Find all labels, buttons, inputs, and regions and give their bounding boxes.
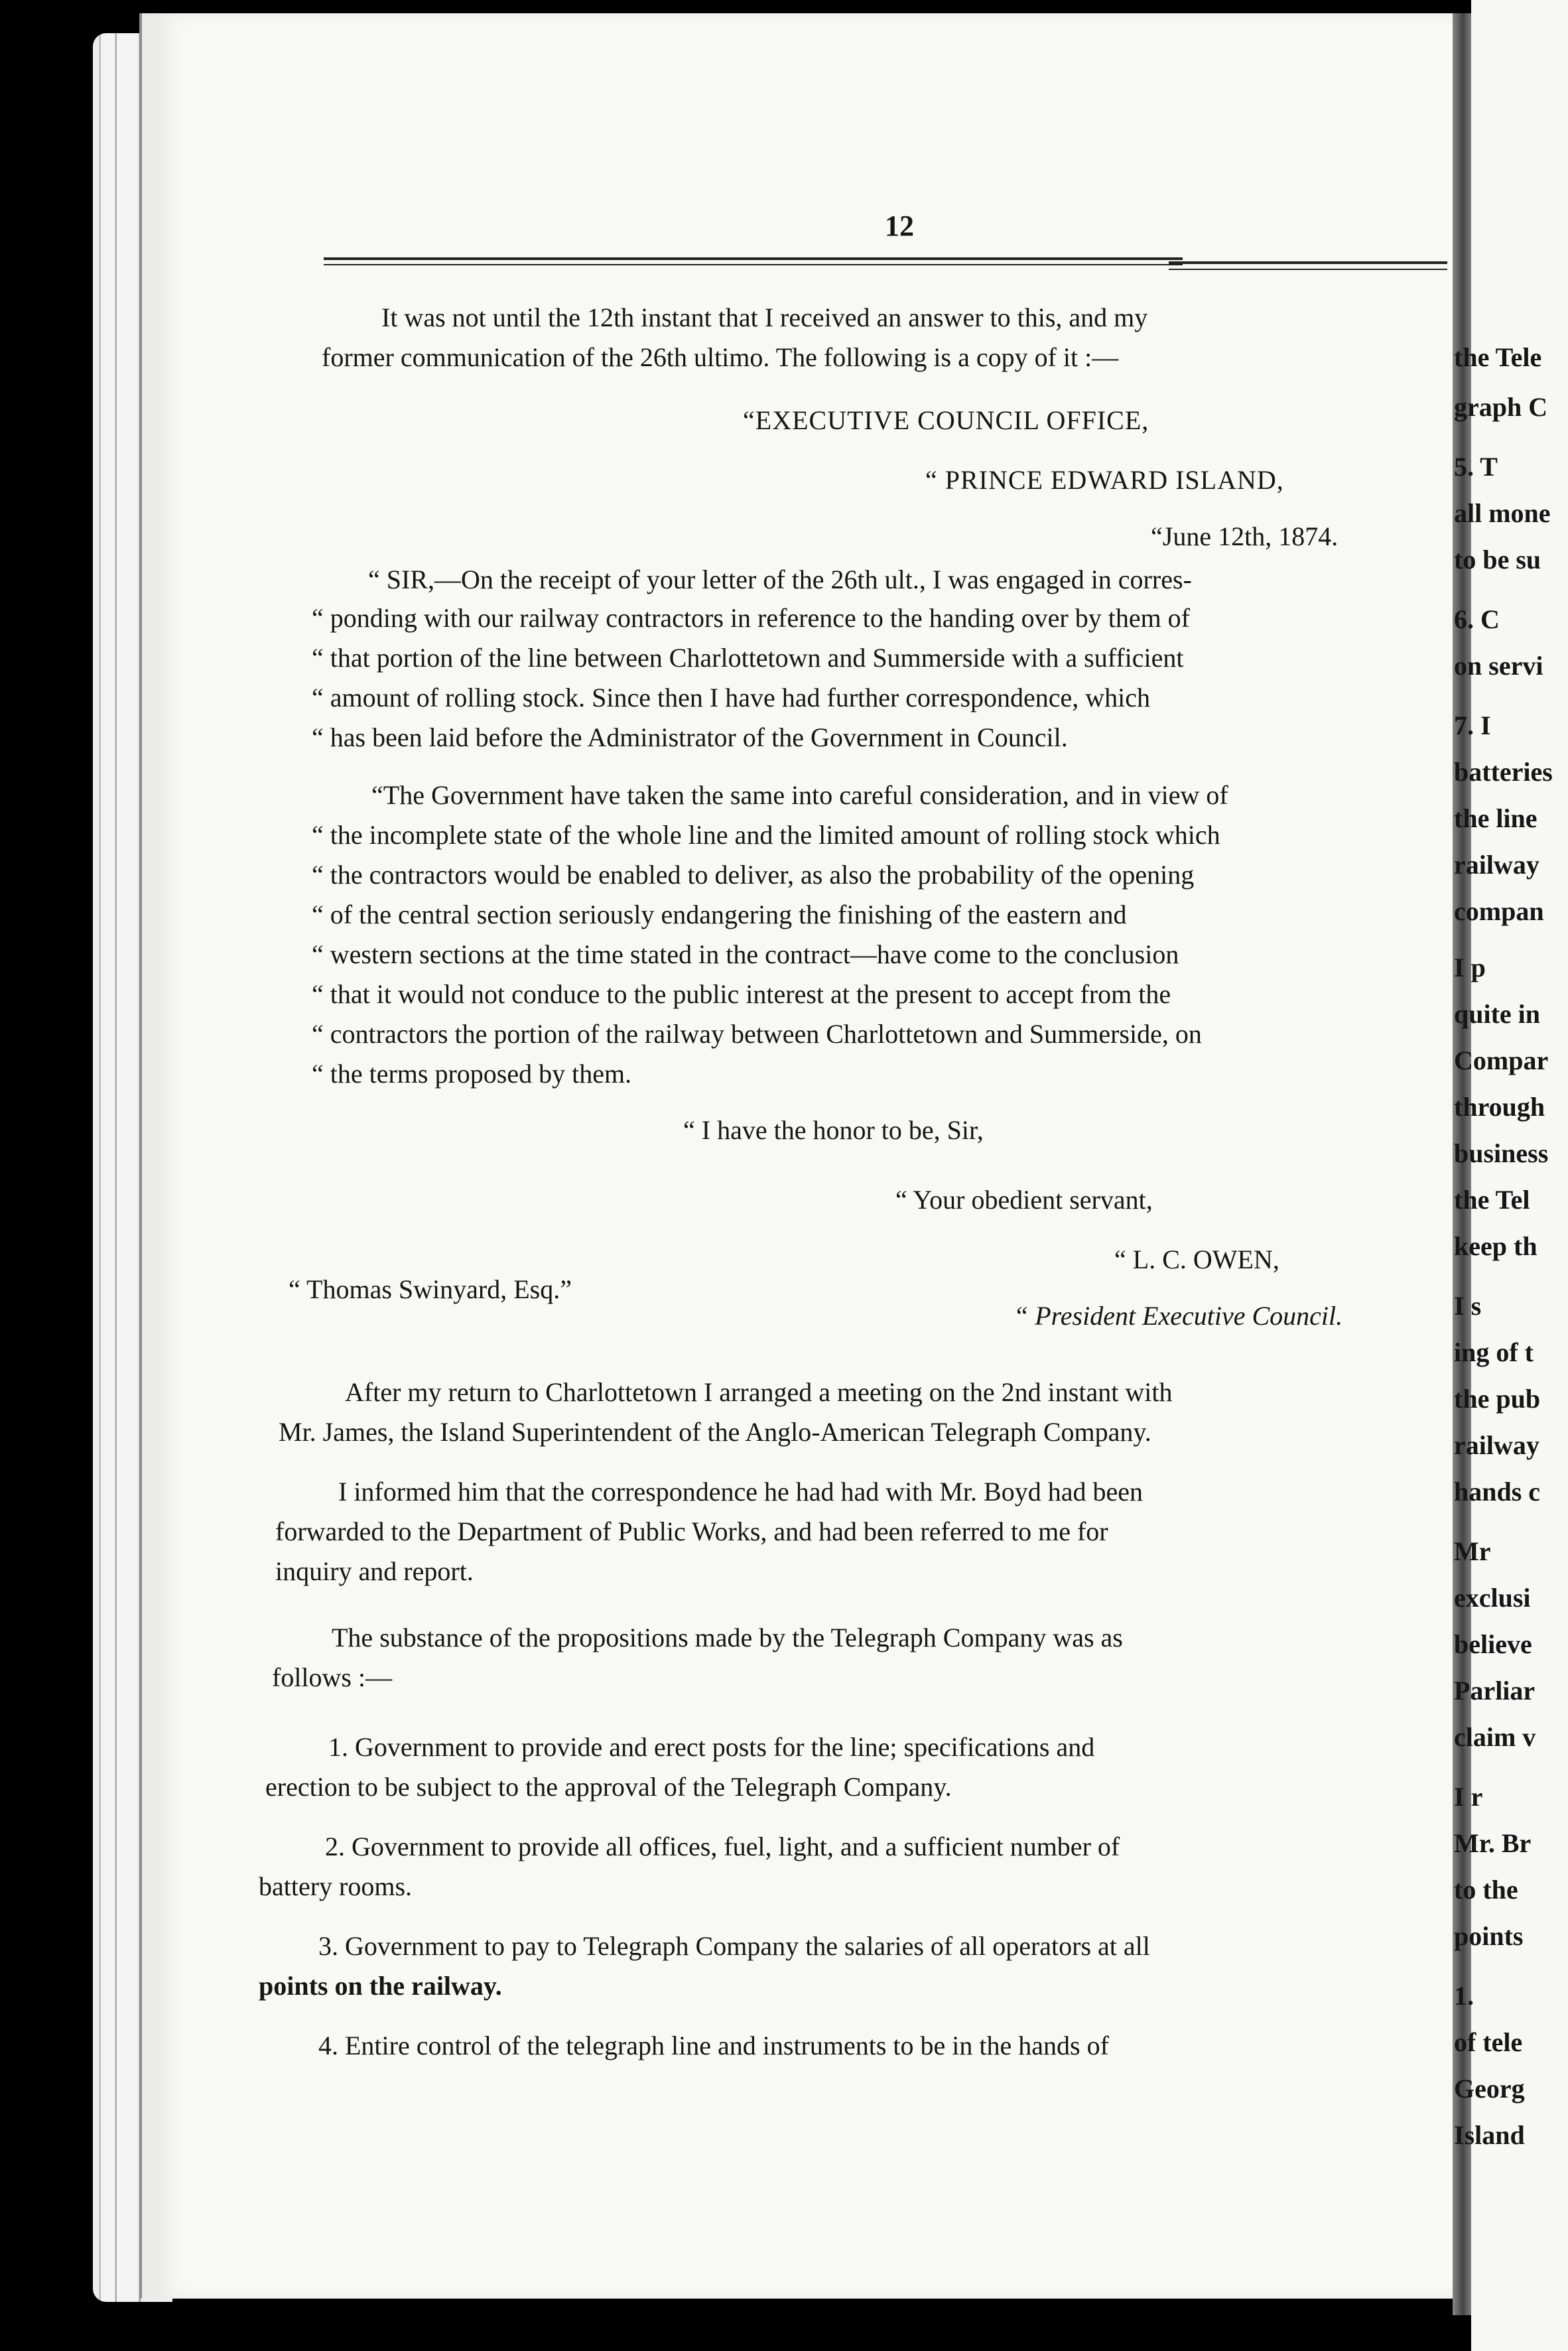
letter-line: “ contractors the portion of the railway between Charlottetown and Summerside, on [312, 1019, 1202, 1049]
right-page-text: quite in [1454, 999, 1541, 1029]
right-page-text: graph C [1454, 392, 1548, 422]
right-page-text: Compar [1454, 1045, 1549, 1075]
right-page-text: of tele [1454, 2027, 1523, 2057]
letter-recipient: “ Thomas Swinyard, Esq.” [289, 1274, 572, 1304]
right-page-text: Mr [1454, 1536, 1491, 1566]
right-page-text: believe [1454, 1629, 1532, 1659]
right-page-text: the line [1454, 803, 1537, 833]
right-page-text: to the [1454, 1875, 1518, 1905]
letter-line: “The Government have taken the same into careful consideration, and in view of [371, 780, 1228, 810]
list-item: 4. Entire control of the telegraph line and instruments to be in the hands of [318, 2031, 1109, 2060]
list-item: erection to be subject to the approval of the Telegraph Company. [265, 1772, 952, 1802]
text-line: former communication of the 26th ultimo. The following is a copy of it :— [322, 342, 1119, 372]
list-item: 3. Government to pay to Telegraph Company the salaries of all operators at all [318, 1931, 1150, 1961]
right-page-text: railway [1454, 850, 1539, 880]
list-item: 2. Government to provide all offices, fuel, light, and a sufficient number of [325, 1832, 1120, 1861]
right-page-text: the pub [1454, 1384, 1541, 1414]
text-line: follows :— [272, 1662, 393, 1692]
text-line: The substance of the propositions made by the Telegraph Company was as [332, 1623, 1123, 1652]
letter-line: “ the incomplete state of the whole line and the limited amount of rolling stock which [312, 820, 1220, 850]
letter-line: “ SIR,—On the receipt of your letter of the 26th ult., I was engaged in corres- [368, 565, 1192, 594]
text-line: inquiry and report. [275, 1556, 474, 1586]
letter-line: “ has been laid before the Administrator of the Government in Council. [312, 722, 1068, 752]
right-page-text: I s [1454, 1291, 1482, 1321]
right-page-text: ing of t [1454, 1337, 1534, 1367]
right-page-text: Georg [1454, 2074, 1525, 2104]
letter-line: “ western sections at the time stated in the contract—have come to the conclusion [312, 939, 1179, 969]
letter-date: “June 12th, 1874. [1151, 521, 1339, 551]
right-page-text: Mr. Br [1454, 1828, 1532, 1858]
text-line: forwarded to the Department of Public Works, and had been referred to me for [275, 1516, 1108, 1546]
letter-line: “ ponding with our railway contractors in reference to the handing over by them of [312, 603, 1191, 633]
letter-line: “ that it would not conduce to the public interest at the present to accept from the [312, 979, 1171, 1009]
right-page-text: business [1454, 1138, 1549, 1168]
right-page-text: keep th [1454, 1231, 1537, 1261]
text-line: Mr. James, the Island Superintendent of the Anglo-American Telegraph Company. [279, 1417, 1151, 1447]
right-page-text: 1. [1454, 1981, 1474, 2011]
right-page-text: 6. C [1454, 604, 1500, 634]
letter-closing: “ I have the honor to be, Sir, [683, 1115, 984, 1145]
letter-line: “ that portion of the line between Charlottetown and Summerside with a sufficient [312, 643, 1184, 673]
page-number: 12 [885, 210, 914, 242]
header-rule-left-thin [324, 264, 1183, 265]
right-page-text: on servi [1454, 651, 1543, 681]
right-page-text: Island [1454, 2120, 1525, 2150]
letter-line: “ of the central section seriously endangering the finishing of the eastern and [312, 900, 1127, 929]
letter-closing: “ Your obedient servant, [895, 1185, 1153, 1215]
right-page-text: compan [1454, 896, 1544, 926]
letter-line: “ the terms proposed by them. [312, 1059, 632, 1089]
right-page-text: hands c [1454, 1477, 1541, 1507]
right-page-text: Parliar [1454, 1676, 1535, 1706]
letter-line: “ amount of rolling stock. Since then I have had further correspondence, which [312, 683, 1151, 712]
right-page-text: through [1454, 1092, 1545, 1122]
right-page-text: I r [1454, 1782, 1483, 1812]
letter-title: “ President Executive Council. [1013, 1301, 1343, 1331]
right-page-text: exclusi [1454, 1583, 1531, 1613]
right-page-text: I p [1454, 953, 1486, 982]
header-rule-left [324, 257, 1183, 260]
list-item: points on the railway. [259, 1971, 502, 2001]
list-item: 1. Government to provide and erect posts for the line; specifications and [328, 1732, 1095, 1762]
letter-heading: “EXECUTIVE COUNCIL OFFICE, [743, 405, 1149, 435]
right-page-text: 5. T [1454, 452, 1498, 482]
header-rule-right [1169, 261, 1447, 264]
right-page-text: 7. I [1454, 710, 1491, 740]
list-item: battery rooms. [259, 1871, 413, 1901]
letter-signature: “ L. C. OWEN, [1114, 1244, 1279, 1274]
right-page-text: claim v [1454, 1722, 1536, 1752]
right-page-text: railway [1454, 1430, 1539, 1460]
right-page-text: all mone [1454, 498, 1551, 528]
letter-heading: “ PRINCE EDWARD ISLAND, [925, 465, 1284, 495]
text-line: It was not until the 12th instant that I received an answer to this, and my [381, 302, 1148, 332]
right-page-text: to be su [1454, 545, 1541, 574]
right-page-text: the Tele [1454, 342, 1542, 372]
right-page-text: batteries [1454, 757, 1553, 787]
letter-line: “ the contractors would be enabled to deliver, as also the probability of the opening [312, 860, 1195, 890]
header-rule-right-thin [1169, 269, 1447, 270]
text-line: After my return to Charlottetown I arranged a meeting on the 2nd instant with [345, 1377, 1173, 1407]
right-page-text: points [1454, 1921, 1524, 1951]
text-line: I informed him that the correspondence he had had with Mr. Boyd had been [338, 1477, 1143, 1507]
right-page-text: the Tel [1454, 1185, 1530, 1215]
